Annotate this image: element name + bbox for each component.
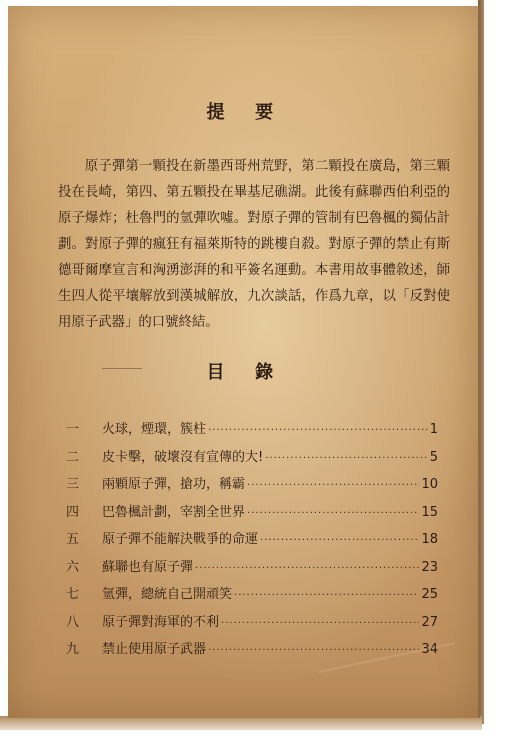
toc-page-number: 18 bbox=[421, 532, 438, 547]
toc-entry[interactable] bbox=[66, 611, 438, 639]
toc-entry[interactable] bbox=[66, 501, 438, 529]
book-page bbox=[8, 6, 480, 718]
toc-leader-dots bbox=[265, 453, 428, 464]
toc-chapter-number: 六 bbox=[66, 559, 80, 575]
toc-chapter-number: 一 bbox=[66, 422, 80, 437]
toc-page-number: 25 bbox=[421, 587, 438, 602]
toc-chapter-title: 蘇聯也有原子彈 bbox=[102, 559, 194, 575]
toc-leader-dots bbox=[195, 563, 419, 574]
toc-entry[interactable] bbox=[66, 418, 438, 446]
toc-chapter-title: 氫彈，總統自己開頑笑 bbox=[102, 587, 233, 602]
toc-leader-dots bbox=[234, 590, 419, 601]
toc-entry[interactable] bbox=[66, 446, 438, 474]
toc-heading: 目 錄 bbox=[206, 362, 280, 383]
toc-chapter-title: 火球，煙環，簇柱 bbox=[102, 422, 207, 437]
toc-chapter-title: 皮卡擊，破壞沒有宣傳的大! bbox=[102, 449, 264, 465]
toc-page-number: 1 bbox=[429, 422, 438, 437]
toc-page-number: 23 bbox=[421, 559, 438, 575]
toc-page-number: 5 bbox=[429, 449, 438, 465]
toc-chapter-title: 兩顆原子彈，搶功，稱霸 bbox=[102, 477, 246, 492]
summary-paragraph: 原子彈第一顆投在新墨西哥州荒野，第二顆投在廣島，第三顆投在長崎，第四、第五顆投在畢基尼礁湖。此後有蘇聯西伯利亞的原子爆炸；杜魯門的氫彈吹噓。對原子彈的管制有巴魯楓的獨佔計劃。對原子彈的瘋狂有福萊斯特的跳樓自殺。對原子彈的禁止有斯德哥爾摩宣言和洶湧澎湃的和平簽名運動。本書用故事體敘述，師生四人從平壤解放到漢城解放，九次談話，作爲九章，以「反對使用原子武器」的口號終結。 bbox=[58, 159, 450, 330]
toc-chapter-title: 禁止使用原子武器 bbox=[102, 642, 207, 657]
toc-page-number: 10 bbox=[421, 477, 438, 492]
toc-leader-dots bbox=[208, 425, 428, 436]
toc-chapter-title: 巴魯楓計劃，宰割全世界 bbox=[102, 504, 246, 520]
toc-chapter-number: 九 bbox=[66, 642, 80, 657]
toc-leader-dots bbox=[247, 480, 419, 491]
summary-heading: 提 要 bbox=[206, 102, 280, 123]
table-of-contents bbox=[66, 418, 438, 666]
toc-chapter-number: 二 bbox=[66, 449, 80, 465]
page-bottom-edge bbox=[0, 716, 482, 730]
toc-chapter-number: 四 bbox=[66, 504, 80, 520]
toc-page-number: 27 bbox=[421, 614, 438, 630]
toc-leader-dots bbox=[221, 618, 419, 629]
toc-leader-dots bbox=[260, 535, 419, 546]
toc-chapter-title: 原子彈對海軍的不利 bbox=[102, 614, 220, 630]
toc-entry[interactable] bbox=[66, 473, 438, 501]
toc-chapter-number: 五 bbox=[66, 532, 80, 547]
toc-leader-dots bbox=[247, 508, 419, 519]
toc-entry[interactable] bbox=[66, 528, 438, 556]
toc-chapter-number: 三 bbox=[66, 477, 80, 492]
toc-leader-dots bbox=[208, 645, 419, 656]
toc-entry[interactable] bbox=[66, 583, 438, 611]
toc-chapter-title: 原子彈不能解決戰爭的命運 bbox=[102, 532, 259, 547]
toc-chapter-number: 八 bbox=[66, 614, 80, 630]
toc-page-number: 34 bbox=[421, 642, 438, 657]
toc-page-number: 15 bbox=[421, 504, 438, 520]
toc-chapter-number: 七 bbox=[66, 587, 80, 602]
toc-entry[interactable] bbox=[66, 556, 438, 584]
